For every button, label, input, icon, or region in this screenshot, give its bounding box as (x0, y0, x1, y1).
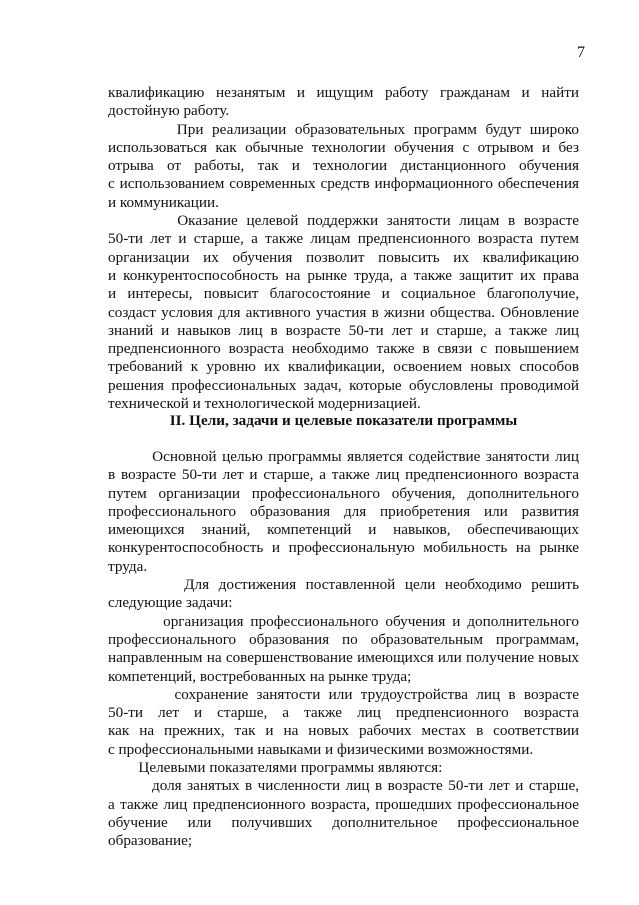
text-line: создаст условия для активного участия в жизни общества. Обновление (108, 303, 579, 321)
section-heading: II. Цели, задачи и целевые показатели программы (169, 412, 518, 429)
text-line: образование; (108, 832, 193, 850)
text-line: использоваться как обычные технологии обучения с отрывом и без (108, 138, 579, 156)
text-line: имеющихся знаний, компетенций и навыков, обеспечивающих (108, 521, 579, 539)
text-line: и коммуникации. (108, 193, 219, 211)
text-line: Для достижения поставленной цели необходимо решить (108, 576, 579, 594)
text-line: обучение или получивших дополнительное профессиональное (108, 813, 579, 831)
text-line: знаний и навыков лиц в возрасте 50-ти лет и старше, а также лиц (108, 321, 579, 339)
text-line: Основной целью программы является содействие занятости лиц (108, 448, 579, 465)
page-number: 7 (577, 44, 585, 61)
text-line: организация профессионального обучения и дополнительного (108, 612, 579, 630)
text-line: профессионального образования по образовательным программам, (108, 630, 579, 648)
text-line: При реализации образовательных программ будут широко (108, 120, 579, 138)
section-1-text (108, 84, 579, 413)
text-line: 50-ти лет и старше, а также лиц предпенсионного возраста (108, 704, 579, 722)
text-line: 50-ти лет и старше, а также лицам предпенсионного возраста путем (108, 230, 579, 248)
text-line: направленным на совершенствование имеющихся или получение новых (108, 649, 579, 667)
text-line: организации их обучения позволит повысить их квалификацию (108, 248, 579, 266)
text-line: с профессиональными навыками и физическими возможностями. (108, 740, 534, 758)
text-line: труда. (108, 557, 148, 575)
text-line: конкурентоспособность и профессиональную мобильность на рынке (108, 539, 579, 557)
text-line: в возрасте 50-ти лет и старше, а также лиц предпенсионного возраста (108, 466, 579, 484)
text-line: доля занятых в численности лиц в возрасте 50-ти лет и старше, (108, 777, 579, 795)
text-line: следующие задачи: (108, 594, 233, 612)
text-line: решения профессиональных задач, которые обусловлены проводимой (108, 376, 579, 394)
text-line: Оказание целевой поддержки занятости лицам в возрасте (108, 212, 579, 230)
text-line: путем организации профессионального обучения, дополнительного (108, 484, 579, 502)
text-line: достойную работу. (108, 102, 230, 120)
text-line: технической и технологической модернизацией. (108, 395, 421, 413)
text-line: предпенсионного возраста необходимо также в связи с повышением (108, 340, 579, 358)
text-line: и интересы, повысит благосостояние и социальное благополучие, (108, 285, 579, 303)
text-line: требований к уровню их квалификации, освоением новых способов (108, 358, 579, 376)
text-line: и конкурентоспособность на рынке труда, а также защитит их права (108, 266, 579, 284)
text-line: Целевыми показателями программы являются: (108, 759, 443, 777)
text-line: отрыва от работы, так и технологии дистанционного обучения (108, 157, 579, 175)
text-line: квалификацию незанятым и ищущим работу гражданам и найти (108, 84, 579, 101)
text-line: компетенций, востребованных на рынке труда; (108, 667, 412, 685)
section-2-text (108, 448, 579, 851)
text-line: а также лиц предпенсионного возраста, прошедших профессиональное (108, 795, 579, 813)
text-line: сохранение занятости или трудоустройства лиц в возрасте (108, 685, 579, 703)
text-line: с использованием современных средств информационного обеспечения (108, 175, 579, 193)
text-line: как на прежних, так и на новых рабочих местах в соответствии (108, 722, 579, 740)
text-line: профессионального образования для приобретения или развития (108, 502, 579, 520)
